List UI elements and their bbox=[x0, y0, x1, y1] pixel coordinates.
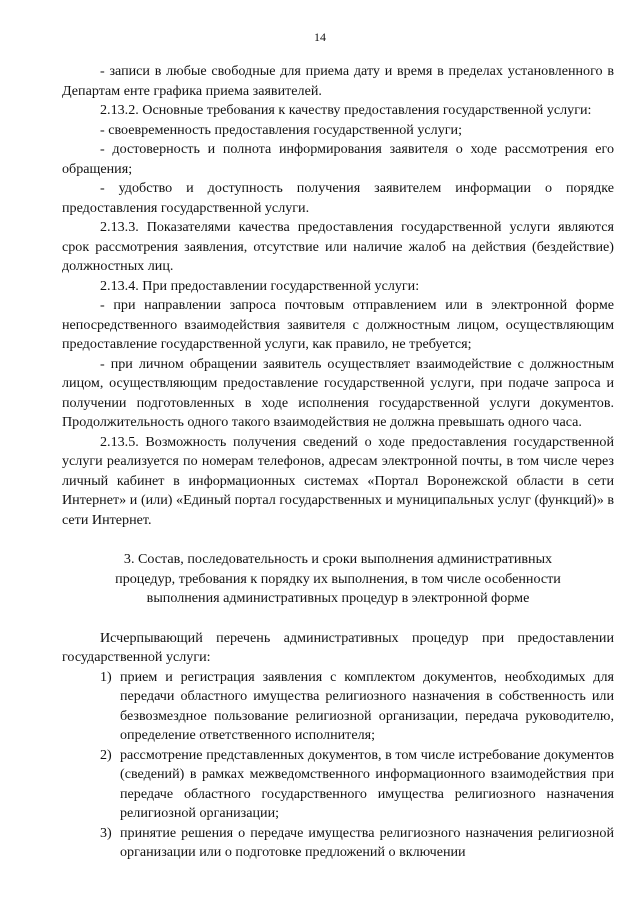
paragraph: - при личном обращении заявитель осуществляет взаимодействие с должностным лицом, осуществляющим предоставление государственной услуги, при подаче запроса и получении подготовленных в ходе исполнения государственной услуги документов. Продолжительность одного такого взаимодействия не должна превышать одного часа. bbox=[62, 355, 614, 430]
section-heading-line: процедур, требования к порядку их выполнения, в том числе особенности bbox=[115, 570, 561, 587]
section-heading-line: выполнения административных процедур в электронной форме bbox=[146, 590, 530, 606]
list-item bbox=[62, 824, 614, 863]
paragraph: 2.13.4. При предоставлении государственной услуги: bbox=[100, 277, 420, 294]
procedures-list bbox=[62, 668, 614, 863]
document-body bbox=[62, 62, 614, 863]
list-item-text: рассмотрение представленных документов, в том числе истребование документов (сведений) в рамках межведомственного информационного взаимодействия при передаче областного государственного имущества религиозного назначения религиозной организации; bbox=[120, 746, 614, 821]
list-item-number: 2) bbox=[100, 746, 112, 763]
list-item bbox=[62, 746, 614, 824]
paragraph: 2.13.3. Показателями качества предоставления государственной услуги являются срок рассмотрения заявления, отсутствие или наличие жалоб на действия (бездействие) должностных лиц. bbox=[62, 219, 614, 274]
list-item-text: прием и регистрация заявления с комплектом документов, необходимых для передачи областного имущества религиозного назначения в собственность или безвозмездное пользование религиозной организации, передача руководителю, определение ответственного исполнителя; bbox=[120, 668, 614, 743]
paragraph: - записи в любые свободные для приема дату и время в пределах установленного в Департам енте графика приема заявителей. bbox=[62, 63, 614, 99]
paragraph: 2.13.2. Основные требования к качеству предоставления государственной услуги: bbox=[100, 102, 592, 118]
list-item-number: 3) bbox=[100, 824, 112, 841]
page-number: 14 bbox=[314, 30, 326, 44]
list-item-text: принятие решения о передаче имущества религиозного назначения религиозной организации или о подготовке предложений о включении bbox=[120, 824, 614, 860]
section-heading bbox=[62, 550, 614, 609]
paragraph: 2.13.5. Возможность получения сведений о ходе предоставления государственной услуги реализуется по номерам телефонов, адресам электронной почты, в том числе через личный кабинет в информационных системах «Портал Воронежской области в сети Интернет» и (или) «Единый портал государственных и муниципальных услуг (функций)» в сети Интернет. bbox=[62, 433, 614, 528]
paragraph: - при направлении запроса почтовым отправлением или в электронной форме непосредственного взаимодействия заявителя с должностным лицом, осуществляющим предоставление государственной услуги, как правило, не требуется; bbox=[62, 297, 614, 352]
paragraph: - своевременность предоставления государственной услуги; bbox=[100, 121, 462, 138]
list-item-number: 1) bbox=[100, 668, 112, 685]
list-item bbox=[62, 668, 614, 746]
paragraph: - достоверность и полнота информирования заявителя о ходе рассмотрения его обращения; bbox=[62, 141, 614, 177]
section-heading-line: 3. Состав, последовательность и сроки выполнения административных bbox=[123, 551, 553, 567]
paragraph: - удобство и доступность получения заявителем информации о порядке предоставления государственной услуги. bbox=[62, 180, 614, 216]
procedures-intro: Исчерпывающий перечень административных процедур при предоставлении государственной услуги: bbox=[62, 629, 614, 665]
